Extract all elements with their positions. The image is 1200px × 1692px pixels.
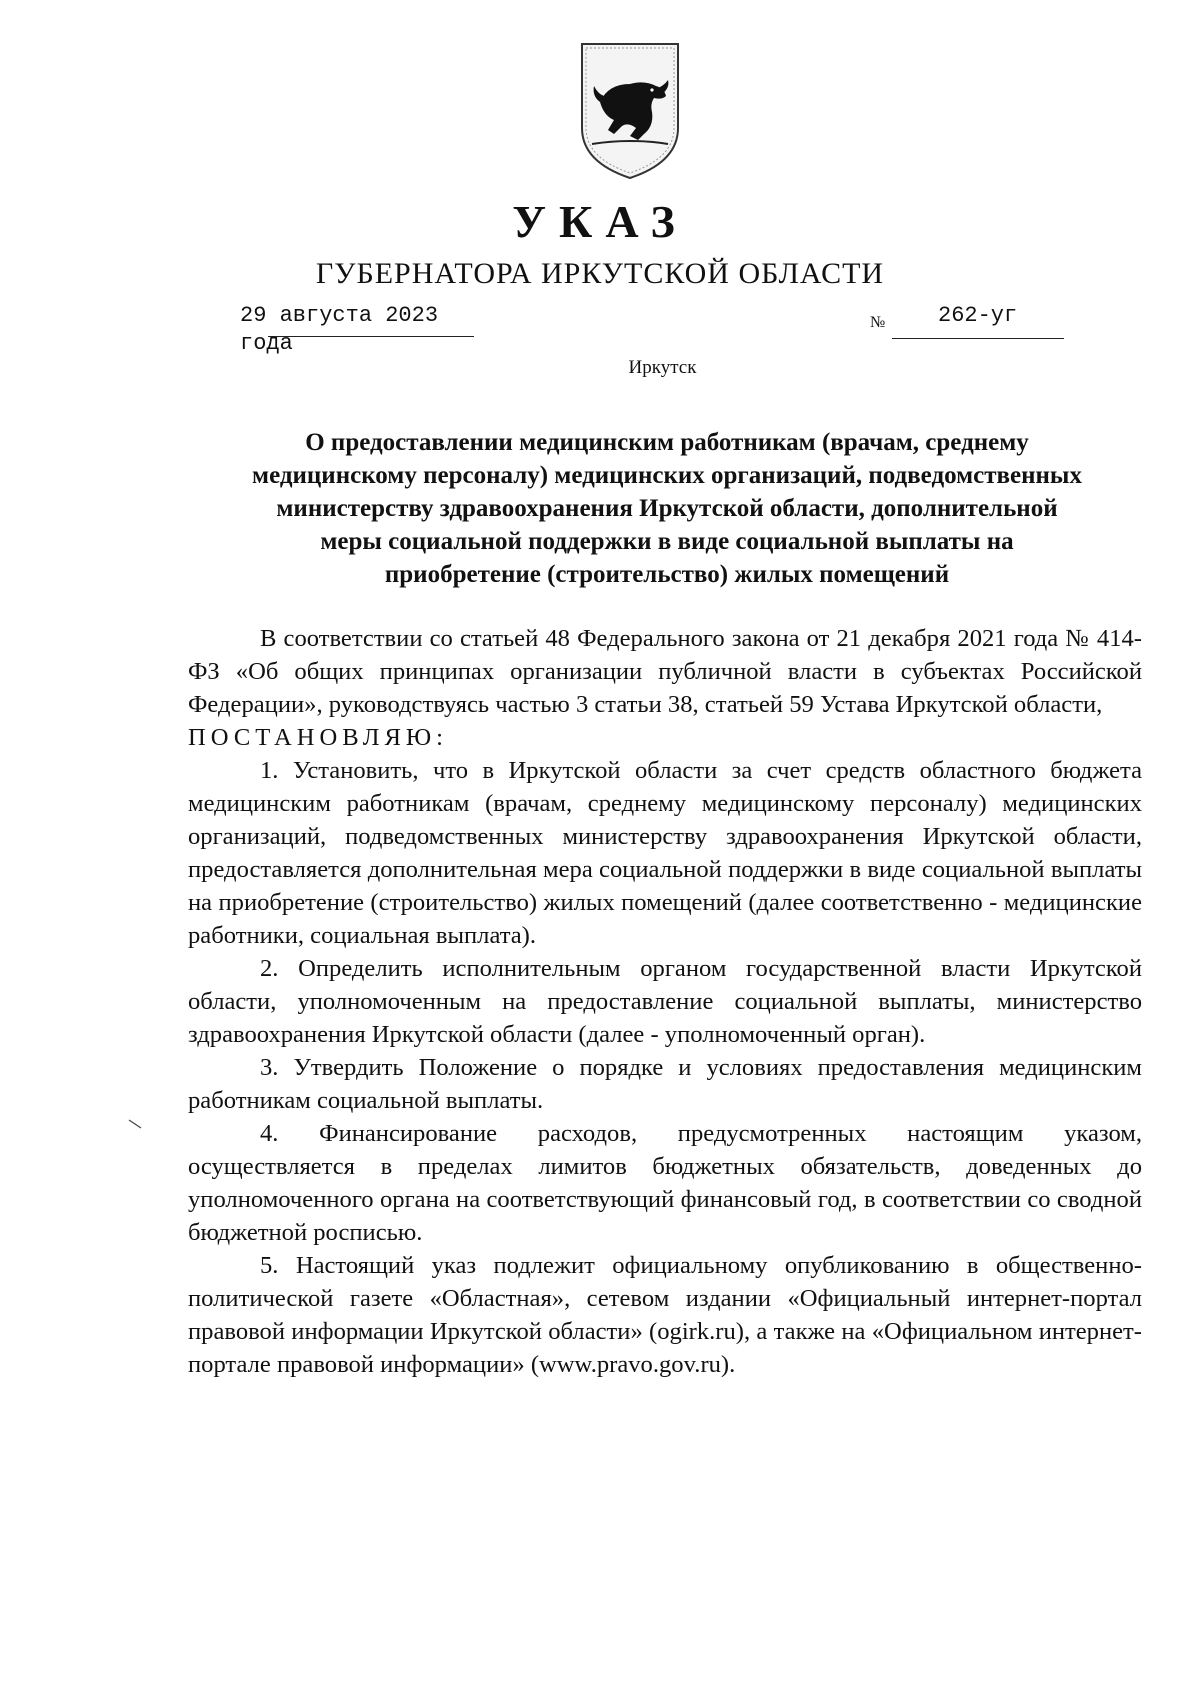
number-underline — [892, 338, 1064, 339]
date-underline — [268, 336, 474, 337]
heading-line: медицинскому персоналу) медицинских организаций, подведомственных — [252, 462, 1082, 489]
document-heading — [188, 426, 1146, 591]
coat-of-arms-icon — [578, 40, 682, 182]
preamble-paragraph: В соответствии со статьей 48 Федерального закона от 21 декабря 2021 года № 414-ФЗ «Об общих принципах организации публичной власти в субъектах Российской Федерации», руководствуясь частью 3 статьи 38, статьей 59 Устава Иркутской области, — [188, 625, 1142, 718]
clause-paragraph: 5. Настоящий указ подлежит официальному опубликованию в общественно-политической газете «Областная», сетевом издании «Официальный интернет-портал правовой информации Иркутской области» (ogirk.ru), а также на «Официальном интернет-портале правовой информации» (www.pravo.gov.ru). — [188, 1252, 1142, 1378]
document-date: 29 августа 2023 года — [240, 303, 439, 356]
document-number: 262-уг — [938, 303, 1018, 328]
decree-word: ПОСТАНОВЛЯЮ: — [188, 724, 448, 751]
clause-paragraph: 2. Определить исполнительным органом государственной власти Иркутской области, уполномоченным на предоставление социальной выплаты, министерство здравоохранения Иркутской области (далее - уполномоченный орган). — [188, 955, 1142, 1048]
document-title: УКАЗ — [512, 196, 688, 247]
issuer-title: ГУБЕРНАТОРА ИРКУТСКОЙ ОБЛАСТИ — [315, 257, 885, 290]
clause-paragraph: 4. Финансирование расходов, предусмотренных настоящим указом, осуществляется в пределах лимитов бюджетных обязательств, доведенных до уполномоченного органа на соответствующий финансовый год, в соответствии со сводной бюджетной росписью. — [188, 1120, 1142, 1246]
heading-line: приобретение (строительство) жилых помещений — [384, 561, 950, 588]
issue-city: Иркутск — [628, 357, 697, 378]
heading-line: меры социальной поддержки в виде социальной выплаты на — [320, 528, 1014, 555]
clause-paragraph: 1. Установить, что в Иркутской области за счет средств областного бюджета медицинским работникам (врачам, среднему медицинскому персоналу) медицинских организаций, подведомственных министерству здравоохранения Иркутской области, предоставляется дополнительная мера социальной поддержки в виде социальной выплаты на приобретение (строительство) жилых помещений (далее соответственно - медицинские работники, социальная выплата). — [188, 757, 1142, 949]
document-body — [188, 622, 1142, 1381]
scan-mark-icon — [128, 1119, 142, 1129]
heading-line: министерству здравоохранения Иркутской области, дополнительной — [276, 495, 1058, 522]
number-label: № — [870, 314, 886, 331]
heading-line: О предоставлении медицинским работникам (врачам, среднему — [305, 429, 1029, 456]
clause-paragraph: 3. Утвердить Положение о порядке и условиях предоставления медицинским работникам социальной выплаты. — [188, 1054, 1142, 1114]
